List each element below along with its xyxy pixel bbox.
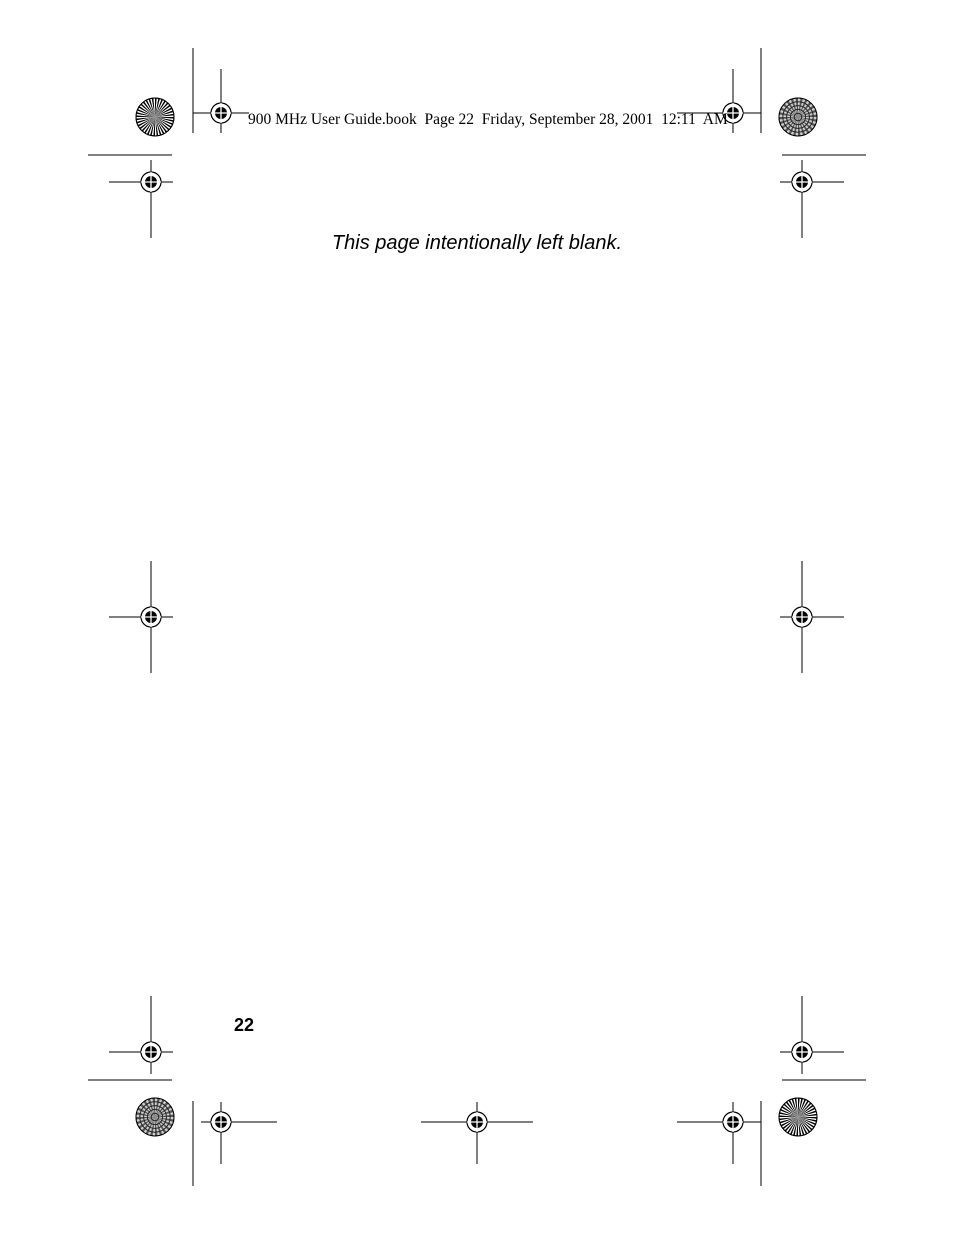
registration-mark-icon xyxy=(677,1102,761,1164)
registration-mark-icon xyxy=(780,561,844,673)
registration-mark-icon xyxy=(109,996,173,1074)
registration-mark-icon xyxy=(780,160,844,238)
registration-mark-icon xyxy=(201,1102,277,1164)
registration-mark-icon xyxy=(780,996,844,1074)
print-slug-line: 900 MHz User Guide.book Page 22 Friday, September 28, 2001 12:11 AM xyxy=(248,111,728,128)
blank-page-notice: This page intentionally left blank. xyxy=(331,232,623,254)
star-target-icon xyxy=(779,1098,817,1136)
registration-mark-icon xyxy=(193,69,249,133)
registration-mark-icon xyxy=(421,1102,533,1164)
page-number: 22 xyxy=(234,1015,255,1035)
star-target-icon xyxy=(136,1098,174,1136)
star-target-icon xyxy=(136,98,174,136)
star-target-icon xyxy=(779,98,817,136)
registration-mark-icon xyxy=(109,561,173,673)
crop-lines xyxy=(88,48,866,1186)
registration-mark-icon xyxy=(109,160,173,238)
